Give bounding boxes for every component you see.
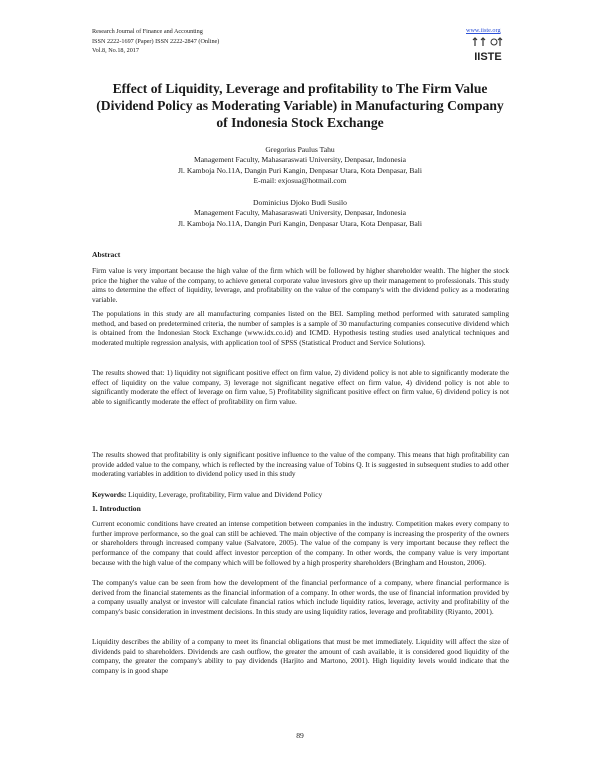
page-number: 89 [296, 731, 304, 740]
introduction-heading: 1. Introduction [92, 504, 141, 513]
abstract-heading: Abstract [92, 250, 121, 259]
introduction-paragraph: Current economic conditions have created an intense competition between companies in the industry. Competition makes every company to further improve performance, so the goal can still be achieved. The main objective of the company is increasing the prosperity of the owners or shareholders through increased company value (Salvatore, 2005). The value of the company is very important because they reflect the performance of the company that could affect investor perception of the company. In other words, the company value is very important because with the high value of the company which will be followed by a high prosperity shareholders (Bringham and Houston, 2006). [92, 519, 509, 567]
author-affiliation: Management Faculty, Mahasaraswati University, Denpasar, Indonesia [193, 155, 407, 165]
keywords [92, 490, 509, 500]
abstract-paragraph: Firm value is very important because the high value of the firm which will be followed by higher shareholder wealth. The higher the stock price the higher the value of the company, to achieve general corporate value investors give up their management to professionals. This study aims to determine the effect of liquidity, leverage, and profitability on the value of the company's with the dividend policy as a moderating variable. [92, 266, 509, 304]
abstract-paragraph: The results showed that profitability is only significant positive influence to the value of the company. This means that high profitability can provide added value to the company, which is reflected by the increasing value of Tobins Q. It is suggested in subsequent studies to add other moderating variables in addition to dividend policy used in this study [92, 450, 509, 479]
introduction-paragraph: Liquidity describes the ability of a company to meet its financial obligations that must be met immediately. Liquidity will affect the size of dividends paid to shareholders. Dividends are cash outflow, the greater the amount of cash available, it is considered good liquidity of the company, the greater the company's ability to pay dividends (Harjito and Martono, 2001). High liquidity levels would indicate that the company is in good shape [92, 637, 509, 675]
author-affiliation: Management Faculty, Mahasaraswati University, Denpasar, Indonesia [193, 208, 407, 218]
author-name: Gregorius Paulus Tahu [265, 145, 335, 154]
introduction-paragraph: The company's value can be seen from how the development of the financial performance of a company, where financial performance is derived from the financial statements as the financial information of a company. In other words, the use of financial information provided by a company usually analyst or investor will calculate financial ratios which include liquidity ratios, leverage, activity and profitability of the company's basic consideration in investment decisions. In this study are using liquidity ratios, leverage and profitability (Riyanto, 2001). [92, 578, 509, 616]
journal-name: Research Journal of Finance and Accounting [92, 28, 203, 35]
abstract-paragraph: The populations in this study are all manufacturing companies listed on the BEI. Sampling method performed with saturated sampling method, and based on predetermined criteria, the number of samples is a sample of 30 manufacturing companies consecutive dividend which is obtained from the Indonesian Stock Exchange (www.idx.co.id) and ICMD. Hypothesis testing studies used analytical techniques and moderated multiple regression analysis, with application tool of SPSS (Statistical Product and Service Solutions). [92, 309, 509, 347]
keywords-label: Keywords: [92, 490, 127, 499]
paper-title: Effect of Liquidity, Leverage and profitability to The Firm Value (Dividend Policy as Moderating Variable) in Manufacturing Company of Indonesia Stock Exchange [96, 81, 504, 130]
journal-volume: Vol.8, No.18, 2017 [92, 47, 139, 54]
iiste-logo [469, 37, 507, 63]
journal-issn: ISSN 2222-1697 (Paper) ISSN 2222-2847 (Online) [92, 37, 220, 45]
journal-header [92, 27, 219, 56]
journal-website-link[interactable]: www.iiste.org [466, 27, 501, 34]
author-block-1 [92, 145, 508, 187]
author-email: E-mail: exjosua@hotmail.com [253, 176, 347, 186]
abstract-paragraph: The results showed that: 1) liquidity not significant positive effect on firm value, 2) dividend policy is not able to significantly moderate the effect of liquidity on the value company, 3) leverage not significant negative effect on firm value, 4) dividend policy is not able to significantly moderate the effect of leverage on firm value, 5) Profitability significant positive effect on firm value, 6) dividend policy is not able to significantly moderate the effect of profitability on firm value. [92, 368, 509, 406]
author-block-2 [92, 198, 508, 229]
logo-text: IISTE [474, 51, 502, 63]
author-address: Jl. Kamboja No.11A, Dangin Puri Kangin, Denpasar Utara, Kota Denpasar, Bali [177, 218, 423, 228]
author-address: Jl. Kamboja No.11A, Dangin Puri Kangin, Denpasar Utara, Kota Denpasar, Bali [177, 165, 423, 175]
keywords-list: Liquidity, Leverage, profitability, Firm value and Dividend Policy [126, 490, 323, 499]
author-name: Dominicius Djoko Budi Susilo [253, 198, 347, 207]
